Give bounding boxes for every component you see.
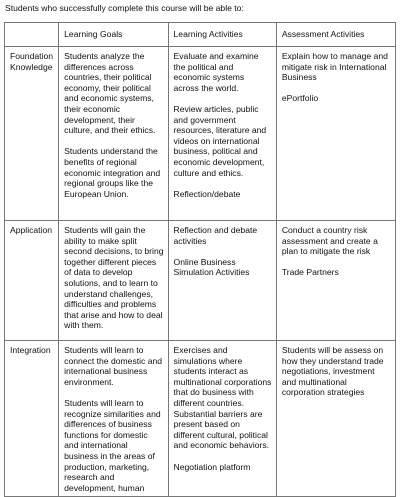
activities-cell [168,221,276,341]
assessment-text: Conduct a country risk assessment and create a plan to mitigate the risk [281,225,378,257]
goal-text: Students will learn to connect the domestic and international business environment. [64,345,163,387]
goals-cell [59,341,168,497]
row-label: Foundation Knowledge [5,47,59,221]
activity-text: Reflection and debate activities [173,225,258,246]
header-assessment-activities: Assessment Activities [276,23,395,47]
table-row-integration [5,341,396,497]
goals-cell [59,221,168,341]
intro-text: Students who successfully complete this course will be able to: [5,3,244,13]
goal-text: Students will learn to recognize similarities and differences of business functions for domestic and international business in the areas of production, marketing, research and development, human [64,397,161,493]
activities-cell [168,341,276,497]
header-learning-activities: Learning Activities [168,23,276,47]
table-row-application [5,221,396,341]
learning-outcomes-table [4,22,396,497]
assessments-cell [276,221,395,341]
activities-cell [168,47,276,221]
assessment-text: Trade Partners [281,267,339,278]
goals-cell [59,47,168,221]
activity-text: Reflection/debate [173,188,241,199]
row-label: Integration [5,341,59,497]
goal-text: Students understand the benefits of regional economic integration and regional groups like the European Union. [64,146,161,199]
assessments-cell [276,47,395,221]
activity-text: Online Business Simulation Activities [173,256,250,278]
assessment-text: Students will be assess on how they understand trade negotiations, investment and multinational corporation strategies [281,345,384,398]
header-learning-goals: Learning Goals [59,23,168,47]
row-label: Application [5,221,59,341]
assessment-text: Explain how to manage and mitigate risk in International Business [281,51,388,83]
activity-text: Evaluate and examine the political and economic systems across the world. [173,51,259,93]
activity-text: Review articles, public and government resources, literature and videos on international business, political and economic development, culture and ethics. [173,103,267,178]
assessment-text: ePortfolio [281,93,319,104]
activity-text: Exercises and simulations where students interact as multinational corporations that do business with different countries. Substantial barriers are present based on different cultural, political and economic behaviors. [173,345,272,451]
table-row-foundation-knowledge [5,47,396,221]
goal-text: Students analyze the differences across countries, their political economy, their political and economic systems, their economic development, their culture, and their ethics. [64,51,156,136]
table-header-row [5,23,396,47]
header-cell-empty [5,23,59,47]
activity-text: Negotiation platform [173,461,251,472]
goal-text: Students will gain the ability to make split second decisions, to bring together different pieces of data to develop solutions, and to learn to understand challenges, difficulties and problems that arise and how to deal with them. [64,225,164,331]
assessments-cell [276,341,395,497]
